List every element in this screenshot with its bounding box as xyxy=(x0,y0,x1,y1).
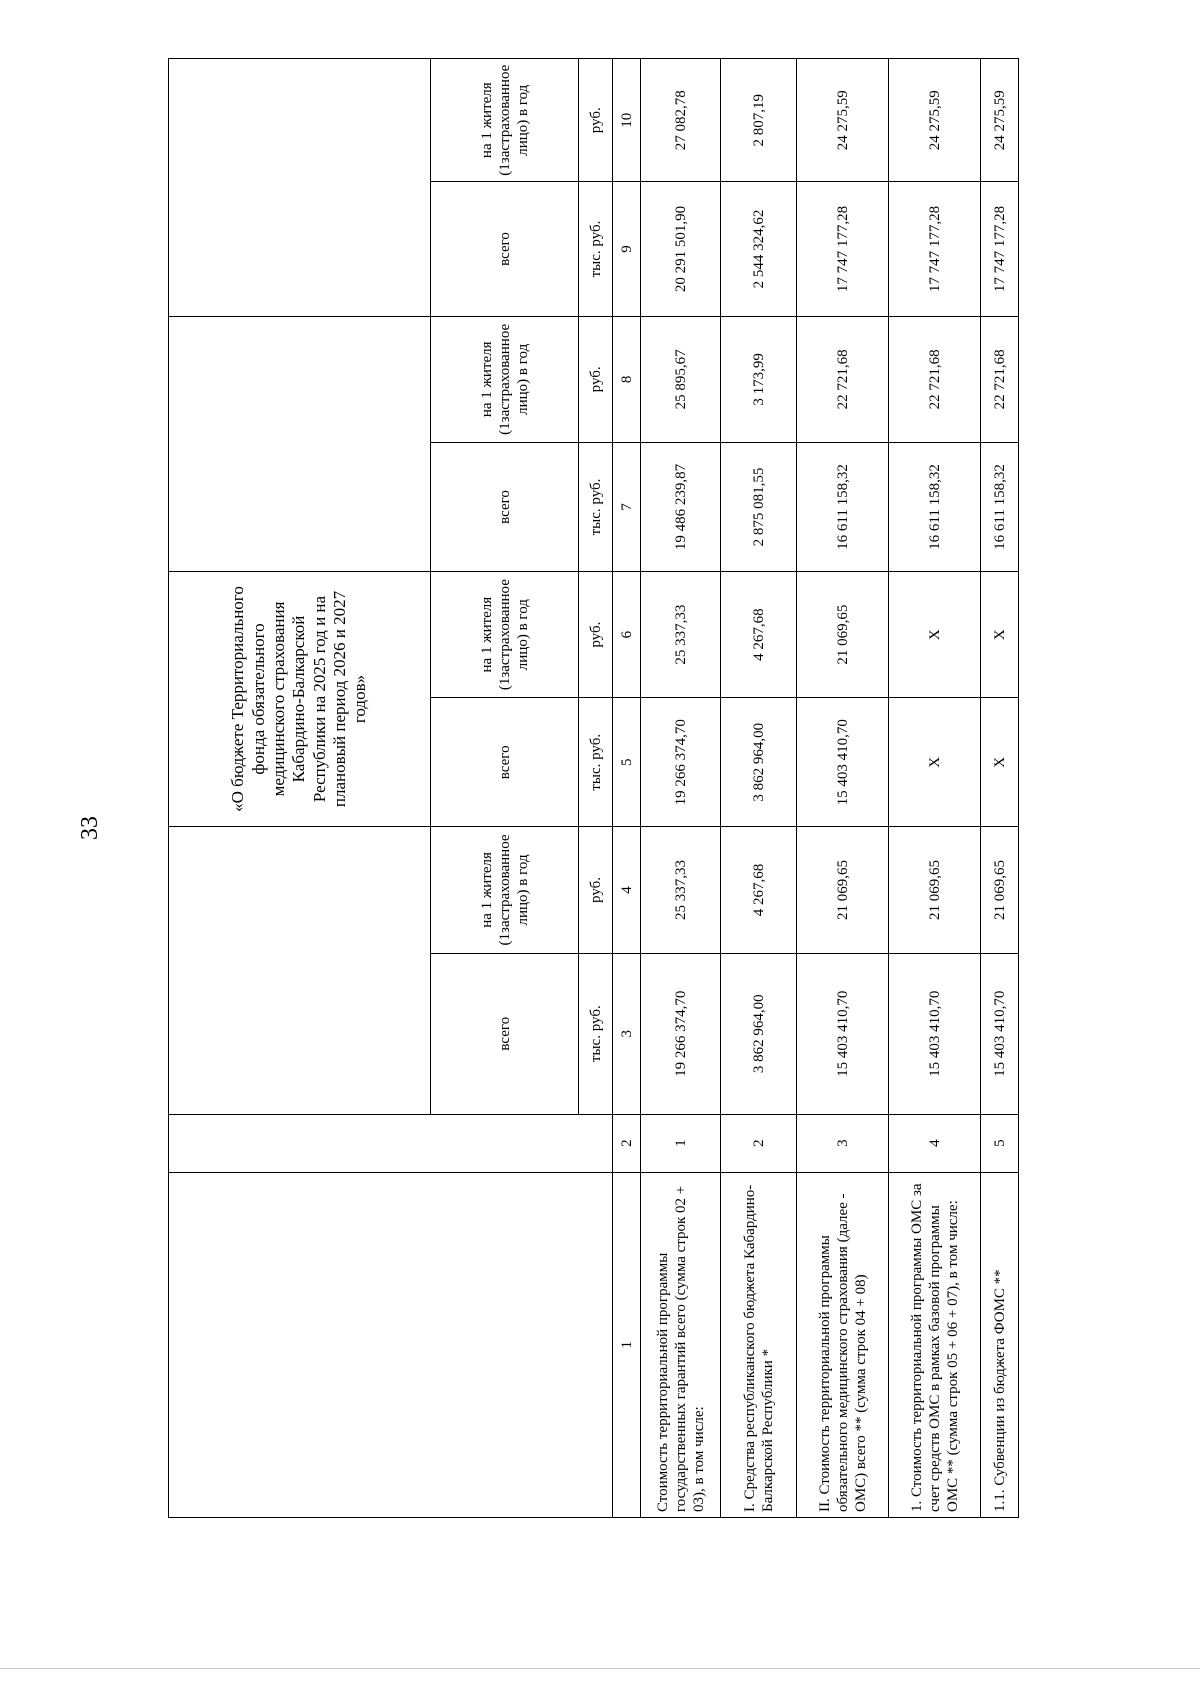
cell-per-resident-2026: 22 721,68 xyxy=(981,316,1019,443)
cell-total-2027: 20 291 501,90 xyxy=(641,182,721,316)
col-header-per-resident: на 1 жителя (1застрахованное лицо) в год xyxy=(431,571,579,698)
col-header-per-resident: на 1 жителя (1застрахованное лицо) в год xyxy=(431,827,579,954)
cell-per-resident-budget-law: 21 069,65 xyxy=(981,827,1019,954)
header-empty-line-cell xyxy=(169,1114,613,1172)
cell-per-resident-2026: 3 173,99 xyxy=(721,316,797,443)
table-row xyxy=(889,59,981,1518)
cell-total-2025: Х xyxy=(981,698,1019,827)
cell-total-2026: 2 875 081,55 xyxy=(721,443,797,572)
cell-total-2026: 19 486 239,87 xyxy=(641,443,721,572)
row-line-number: 2 xyxy=(721,1114,797,1172)
cell-per-resident-2027: 27 082,78 xyxy=(641,59,721,182)
cell-total-budget-law: 15 403 410,70 xyxy=(797,953,889,1114)
cell-per-resident-budget-law: 4 267,68 xyxy=(721,827,797,954)
row-label: 1.1. Субвенции из бюджета ФОМС ** xyxy=(981,1172,1019,1517)
page-bottom-rule xyxy=(0,1668,1200,1669)
column-number-cell: 4 xyxy=(613,827,641,954)
cell-per-resident-2027: 24 275,59 xyxy=(889,59,981,182)
cell-per-resident-2026: 22 721,68 xyxy=(889,316,981,443)
budget-table xyxy=(168,58,1019,1518)
column-number-cell: 3 xyxy=(613,953,641,1114)
cell-total-2026: 16 611 158,32 xyxy=(981,443,1019,572)
unit-cell: тыс. руб. xyxy=(579,182,613,316)
row-line-number: 4 xyxy=(889,1114,981,1172)
row-line-number: 1 xyxy=(641,1114,721,1172)
unit-cell: тыс. руб. xyxy=(579,953,613,1114)
col-header-per-resident: на 1 жителя (1застрахованное лицо) в год xyxy=(431,59,579,182)
cell-per-resident-2025: 25 337,33 xyxy=(641,571,721,698)
column-number-cell: 2 xyxy=(613,1114,641,1172)
cell-per-resident-2025: 4 267,68 xyxy=(721,571,797,698)
column-number-cell: 8 xyxy=(613,316,641,443)
cell-per-resident-2025: 21 069,65 xyxy=(797,571,889,698)
unit-cell: тыс. руб. xyxy=(579,443,613,572)
table-row xyxy=(641,59,721,1518)
cell-total-2025: 19 266 374,70 xyxy=(641,698,721,827)
table-row xyxy=(721,59,797,1518)
unit-cell: руб. xyxy=(579,571,613,698)
cell-per-resident-budget-law: 25 337,33 xyxy=(641,827,721,954)
cell-per-resident-2025: Х xyxy=(889,571,981,698)
cell-total-2027: 17 747 177,28 xyxy=(797,182,889,316)
col-header-total: всего xyxy=(431,443,579,572)
budget-table-frame xyxy=(168,58,1018,1518)
row-line-number: 5 xyxy=(981,1114,1019,1172)
header-title-cell-2026 xyxy=(169,316,431,571)
unit-cell: руб. xyxy=(579,827,613,954)
column-number-cell: 5 xyxy=(613,698,641,827)
cell-per-resident-2026: 22 721,68 xyxy=(797,316,889,443)
cell-total-2027: 2 544 324,62 xyxy=(721,182,797,316)
col-header-total: всего xyxy=(431,698,579,827)
cell-per-resident-budget-law: 21 069,65 xyxy=(889,827,981,954)
column-number-cell: 6 xyxy=(613,571,641,698)
row-label: II. Стоимость территориальной программы обязательного медицинского страхования (далее - ОМС) всего ** (сумма строк 04 + 08) xyxy=(797,1172,889,1517)
cell-per-resident-budget-law: 21 069,65 xyxy=(797,827,889,954)
column-number-cell: 10 xyxy=(613,59,641,182)
row-line-number: 3 xyxy=(797,1114,889,1172)
column-number-cell: 7 xyxy=(613,443,641,572)
cell-per-resident-2027: 2 807,19 xyxy=(721,59,797,182)
cell-total-2025: 15 403 410,70 xyxy=(797,698,889,827)
table-row xyxy=(797,59,889,1518)
cell-per-resident-2027: 24 275,59 xyxy=(981,59,1019,182)
cell-total-2025: Х xyxy=(889,698,981,827)
col-header-per-resident: на 1 жителя (1застрахованное лицо) в год xyxy=(431,316,579,443)
cell-total-2025: 3 862 964,00 xyxy=(721,698,797,827)
unit-cell: руб. xyxy=(579,59,613,182)
col-header-total: всего xyxy=(431,182,579,316)
cell-total-budget-law: 3 862 964,00 xyxy=(721,953,797,1114)
cell-total-2027: 17 747 177,28 xyxy=(981,182,1019,316)
header-title-cell-left xyxy=(169,827,431,1114)
unit-cell: тыс. руб. xyxy=(579,698,613,827)
cell-total-2026: 16 611 158,32 xyxy=(889,443,981,572)
page-number: 33 xyxy=(77,816,103,840)
unit-cell: руб. xyxy=(579,316,613,443)
cell-total-2027: 17 747 177,28 xyxy=(889,182,981,316)
cell-total-budget-law: 15 403 410,70 xyxy=(981,953,1019,1114)
cell-total-2026: 16 611 158,32 xyxy=(797,443,889,572)
budget-law-title: «О бюджете Территориального фонда обязательного медицинского страхования Кабардино-Балкарской Республики на 2025 год и на плановый период 2026 и 2027 годов» xyxy=(169,571,431,826)
header-title-cell-2027 xyxy=(169,59,431,317)
column-number-cell: 1 xyxy=(613,1172,641,1517)
cell-per-resident-2026: 25 895,67 xyxy=(641,316,721,443)
cell-per-resident-2025: Х xyxy=(981,571,1019,698)
header-empty-label-cell xyxy=(169,1172,613,1517)
col-header-total: всего xyxy=(431,953,579,1114)
row-label: I. Средства республиканского бюджета Кабардино-Балкарской Республики * xyxy=(721,1172,797,1517)
cell-per-resident-2027: 24 275,59 xyxy=(797,59,889,182)
rotated-table-wrapper xyxy=(168,58,1018,1518)
cell-total-budget-law: 15 403 410,70 xyxy=(889,953,981,1114)
cell-total-budget-law: 19 266 374,70 xyxy=(641,953,721,1114)
row-label: Стоимость территориальной программы государственных гарантий всего (сумма строк 02 + 03), в том числе: xyxy=(641,1172,721,1517)
row-label: 1. Стоимость территориальной программы ОМС за счет средств ОМС в рамках базовой программы ОМС ** (сумма строк 05 + 06 + 07), в том числе: xyxy=(889,1172,981,1517)
column-number-cell: 9 xyxy=(613,182,641,316)
table-row xyxy=(981,59,1019,1518)
